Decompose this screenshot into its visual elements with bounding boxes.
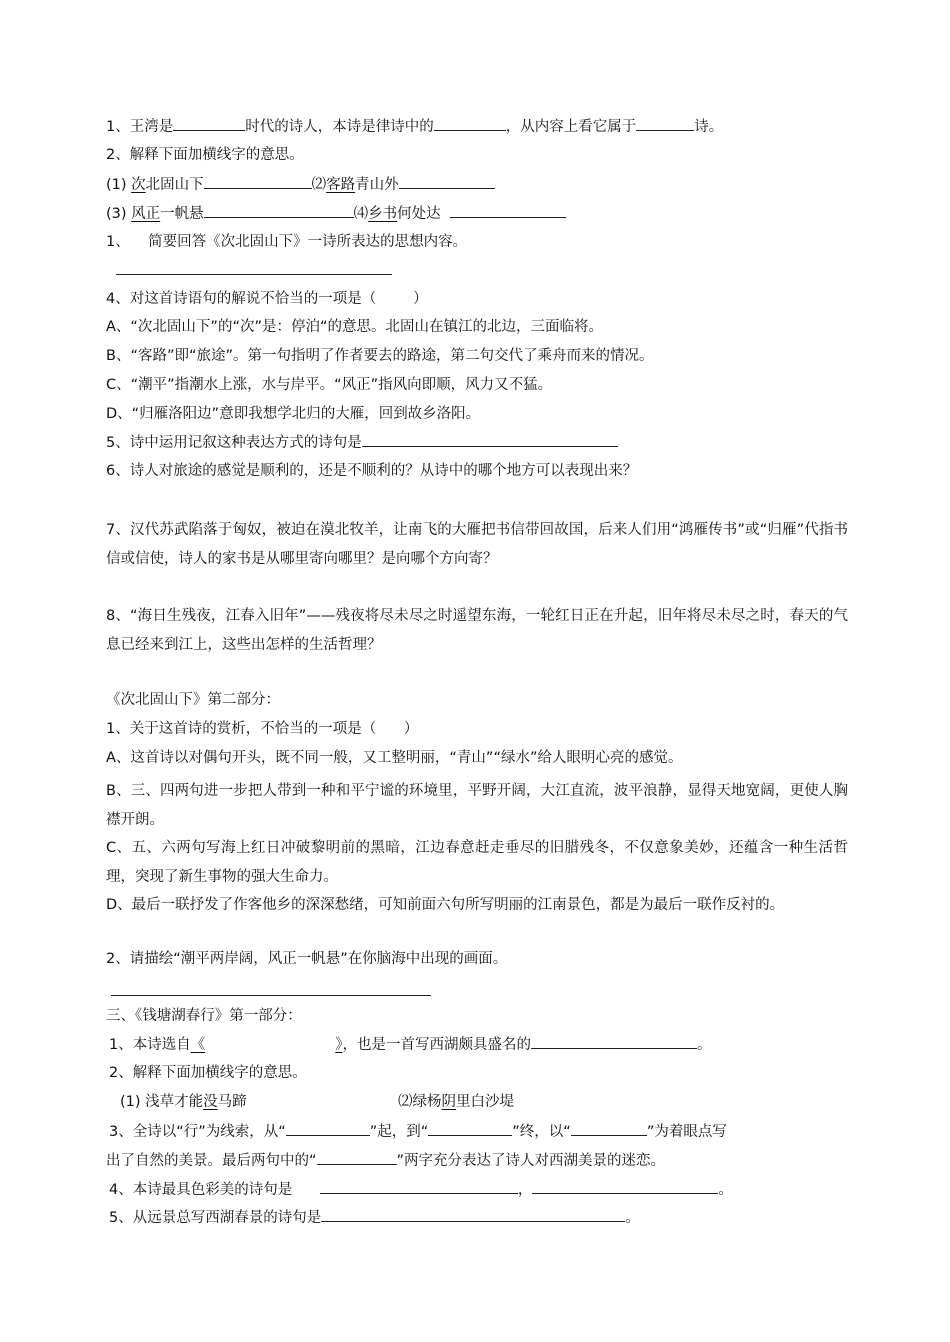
answer-blank[interactable] (434, 116, 506, 131)
answer-blank[interactable] (636, 116, 694, 131)
option-a: A、“次北固山下”的“次”是：停泊“的意思。北固山在镇江的北边，三面临将。 (106, 319, 603, 335)
question-3: 1、 简要回答《次北固山下》一诗所表达的思想内容。 (106, 234, 468, 250)
p3-question-4: 4、本诗最具色彩美的诗句是 ， 。 (109, 1179, 733, 1200)
answer-line[interactable] (116, 274, 392, 275)
p3-question-5: 5、从远景总写西湖春景的诗句是 。 (109, 1207, 640, 1228)
answer-blank[interactable] (286, 1121, 370, 1136)
question-6: 6、诗人对旅途的感觉是顺利的，还是不顺利的？从诗中的哪个地方可以表现出来？ (106, 463, 638, 479)
option-b: B、“客路”即“旅途”。第一句指明了作者要去的路途，第二句交代了乘舟而来的情况。 (106, 348, 654, 364)
answer-blank[interactable] (450, 203, 566, 218)
answer-blank[interactable] (173, 116, 245, 131)
question-1: 1、王湾是 时代的诗人，本诗是律诗中的 ，从内容上看它属于 诗。 (106, 116, 723, 137)
p2-option-a: A、这首诗以对偶句开头，既不同一般，又工整明丽，“青山”“绿水”给人眼明心亮的感觉。 (106, 750, 683, 766)
answer-blank[interactable] (532, 1179, 718, 1194)
p3-question-1: 1、本诗选自《 》，也是一首写西湖颇具盛名的 。 (109, 1034, 711, 1055)
question-5: 5、诗中运用记叙这种表达方式的诗句是 (106, 432, 618, 453)
p3-question-2: 2、解释下面加横线字的意思。 (109, 1065, 307, 1081)
p2-question-2: 2、请描绘“潮平两岸阔，风正一帆悬”在你脑海中出现的画面。 (106, 951, 508, 967)
p3-word-explain-1: (1) 浅草才能没马蹄 (120, 1094, 247, 1110)
p2-option-d: D、最后一联抒发了作客他乡的深深愁绪，可知前面六句所写明丽的江南景色，都是为最后一联作反衬的。 (106, 897, 785, 913)
p3-word-explain-2: ⑵绿杨阴里白沙堤 (398, 1094, 514, 1110)
answer-blank[interactable] (399, 174, 495, 189)
question-7: 7、汉代苏武陷落于匈奴，被迫在漠北牧羊，让南飞的大雁把书信带回故国，后来人们用“鸿雁传书”或“归雁”代指书信或信使，诗人的家书是从哪里寄向哪里？是向哪个方向寄？ (106, 522, 848, 567)
section-title-3: 三、《钱塘湖春行》第一部分： (106, 1008, 302, 1024)
option-c: C、“潮平”指潮水上涨，水与岸平。“风正”指风向即顺，风力又不猛。 (106, 377, 553, 393)
question-4: 4、对这首诗语句的解说不恰当的一项是（ ） (106, 291, 428, 307)
answer-blank[interactable] (571, 1121, 647, 1136)
p3-question-3-cont: 出了自然的美景。最后两句中的“ ”两字充分表达了诗人对西湖美景的迷恋。 (106, 1150, 665, 1171)
p3-question-3: 3、全诗以“行”为线索，从“ ”起，到“ ”终，以“ ”为着眼点写 (109, 1121, 727, 1142)
answer-blank[interactable] (321, 1207, 625, 1222)
answer-line[interactable] (111, 995, 431, 996)
p2-question-1: 1、关于这首诗的赏析，不恰当的一项是（ ） (106, 721, 419, 737)
answer-blank[interactable] (320, 1179, 518, 1194)
answer-blank[interactable] (204, 203, 354, 218)
p2-option-c: C、五、六两句写海上红日冲破黎明前的黑暗，江边春意赶走垂尽的旧腊残冬，不仅意象美妙，还蕴含一种生活哲理，突现了新生事物的强大生命力。 (106, 840, 848, 885)
question-8: 8、“海日生残夜，江春入旧年”——残夜将尽未尽之时遥望东海，一轮红日正在升起，旧年将尽未尽之时，春天的气息已经来到江上，这些出怎样的生活哲理？ (106, 608, 848, 653)
section-title-2: 《次北固山下》第二部分： (106, 692, 280, 708)
question-2: 2、解释下面加横线字的意思。 (106, 147, 304, 163)
answer-blank[interactable] (428, 1121, 512, 1136)
answer-blank[interactable] (531, 1034, 697, 1049)
word-explain-row-2: (3) 风正一帆悬 ⑷乡书何处达 (106, 203, 566, 224)
answer-blank[interactable] (362, 432, 618, 447)
p2-option-b: B、三、四两句进一步把人带到一种和平宁谧的环境里，平野开阔，大江直流，波平浪静，显得天地宽阔，更使人胸襟开朗。 (106, 783, 848, 828)
option-d: D、“归雁洛阳边”意即我想学北归的大雁，回到故乡洛阳。 (106, 406, 481, 422)
answer-blank[interactable] (204, 174, 312, 189)
answer-blank[interactable] (317, 1150, 397, 1165)
word-explain-row-1: (1) 次北固山下 ⑵客路青山外 (106, 174, 495, 195)
